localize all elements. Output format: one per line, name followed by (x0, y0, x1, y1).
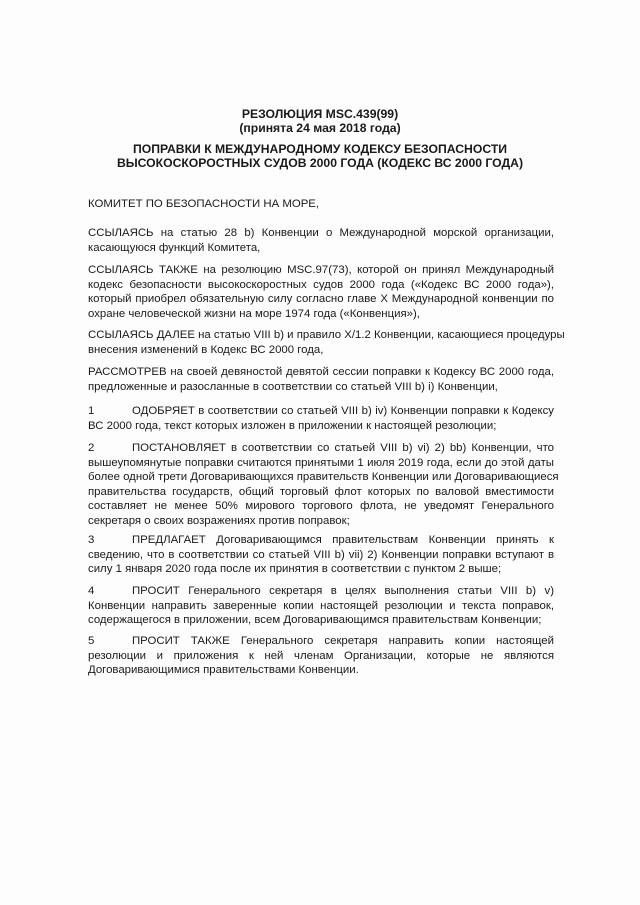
paragraph-line: предложенные и разосланные в соответствии со статьей VIII b) i) Конвенции, (88, 380, 498, 393)
paragraph-line: резолюции и приложения к ней членам Организации, которые не являются (88, 649, 554, 662)
paragraph-line (88, 533, 554, 548)
preamble-paragraph-2 (88, 263, 554, 321)
paragraph-line: ВС 2000 года, текст которых изложен в приложении к настоящей резолюции; (88, 419, 497, 432)
adoption-date: (принята 24 мая 2018 года) (239, 121, 401, 135)
paragraph-line: КОМИТЕТ ПО БЕЗОПАСНОСТИ НА МОРЕ, (88, 198, 320, 210)
document-title-line-1: ПОПРАВКИ К МЕЖДУНАРОДНОМУ КОДЕКСУ БЕЗОПАСНОСТИ (132, 142, 508, 156)
paragraph-line: силу 1 января 2020 года после их принятия в соответствии с пунктом 2 выше; (88, 563, 502, 576)
operative-paragraph-2 (88, 441, 559, 529)
paragraph-line: внесения изменений в Кодекс ВС 2000 года, (88, 343, 324, 356)
paragraph-line (88, 441, 554, 456)
paragraph-line: Конвенции направить заверенные копии настоящей резолюции и текста поправок, (88, 599, 554, 612)
paragraph-line: составляет не менее 50% мирового торгового флота, не уведомят Генерального (88, 500, 554, 513)
document-title-line-2: ВЫСОКОСКОРОСТНЫХ СУДОВ 2000 ГОДА (КОДЕКС ВС 2000 ГОДА) (116, 156, 524, 170)
paragraph-line: правительства государств, общий торговый флот которых по валовой вместимости (88, 485, 554, 498)
preamble-paragraph-3 (88, 328, 565, 357)
paragraph-text: ОДОБРЯЕТ в соответствии со статьей VIII b) iv) Конвенции поправки к Кодексу (132, 405, 554, 417)
paragraph-line (88, 404, 554, 419)
paragraph-line: ССЫЛАЯСЬ ДАЛЕЕ на статью VIII b) и правило X/1.2 Конвенции, касающиеся процедуры (88, 329, 565, 341)
paragraph-line: ССЫЛАЯСЬ ТАКЖЕ на резолюцию MSC.97(73), которой он принял Международный (88, 264, 554, 276)
resolution-number: РЕЗОЛЮЦИЯ MSC.439(99) (241, 107, 399, 121)
paragraph-line: охране человеческой жизни на море 1974 года («Конвенция»), (88, 307, 420, 320)
paragraph-line (88, 584, 554, 599)
operative-paragraph-4 (88, 584, 554, 628)
paragraph-line: более одной трети Договаривающихся правительств Конвенции или Договаривающиеся (88, 471, 559, 484)
paragraph-line: кодекс безопасности высокоскоростных судов 2000 года («Кодекс ВС 2000 года»), (88, 278, 554, 291)
paragraph-text: ПРОСИТ Генерального секретаря в целях выполнения статьи VIII b) v) (132, 585, 554, 597)
operative-paragraph-3 (88, 533, 554, 577)
paragraph-line: касающуюся функций Комитета, (88, 241, 261, 254)
paragraph-line: содержащегося в приложении, всем Договаривающимся правительствам Конвенции; (88, 614, 542, 627)
paragraph-number: 3 (88, 534, 95, 546)
preamble-paragraph-4 (88, 365, 554, 394)
operative-paragraph-5 (88, 634, 554, 678)
paragraph-text: ПОСТАНОВЛЯЕТ в соответствии со статьей VIII b) vi) 2) bb) Конвенции, что (132, 442, 554, 454)
paragraph-line: вышеупомянутые поправки считаются принятыми 1 июля 2019 года, если до этой даты (88, 456, 554, 469)
paragraph-number: 2 (88, 442, 95, 454)
paragraph-line: сведению, что в соответствии со статьей VIII b) vii) 2) Конвенции поправки вступают в (88, 548, 554, 561)
paragraph-line: ССЫЛАЯСЬ на статью 28 b) Конвенции о Международной морской организации, (88, 227, 554, 239)
committee-heading (88, 197, 554, 212)
paragraph-number: 1 (88, 405, 95, 417)
paragraph-text: ПРЕДЛАГАЕТ Договаривающимся правительствам Конвенции принять к (132, 534, 554, 546)
operative-paragraph-1 (88, 404, 554, 433)
paragraph-line (88, 634, 554, 649)
paragraph-line: РАССМОТРЕВ на своей девяностой девятой сессии поправки к Кодексу ВС 2000 года, (88, 366, 554, 378)
paragraph-number: 4 (88, 585, 95, 597)
paragraph-number: 5 (88, 635, 95, 647)
paragraph-line: Договаривающимися правительствами Конвенции. (88, 664, 359, 677)
paragraph-line: секретаря о своих возражениях против поправок; (88, 514, 350, 527)
paragraph-text: ПРОСИТ ТАКЖЕ Генерального секретаря направить копии настоящей (132, 635, 554, 647)
preamble-paragraph-1 (88, 226, 554, 255)
paragraph-line: который приобрел обязательную силу согласно главе X Международной конвенции по (88, 293, 554, 306)
